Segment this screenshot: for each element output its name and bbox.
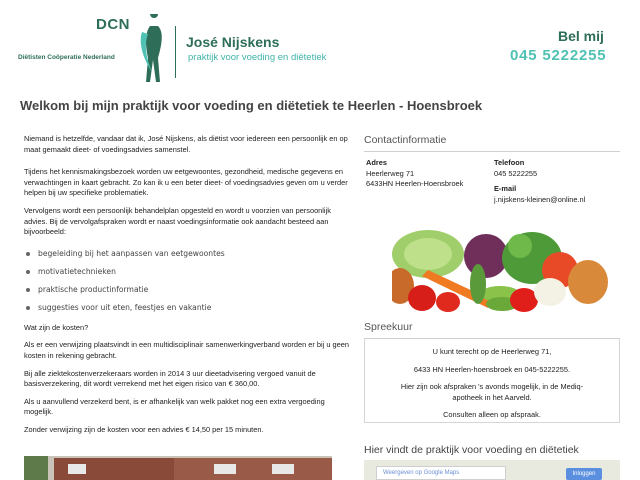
list-item: motivatietechnieken	[24, 263, 350, 281]
dcn-logo-title: DCN	[96, 16, 130, 33]
site-header	[0, 0, 640, 88]
spreekuur-line-4: apotheek in het Aarveld.	[452, 392, 532, 402]
call-number[interactable]: 045 5222255	[510, 47, 607, 64]
phone-value[interactable]: 045 5222255	[494, 168, 538, 178]
intro-paragraph-2: Tijdens het kennismakingsbezoek worden uw eetgewoontes, gezondheid, medische gegevens en verwachtingen in kaart gebracht. Zo kan ik u een beter dieet- of voedingsadvies geven om u verder helpen bij uw specifieke problematiek.	[24, 167, 348, 198]
costs-paragraph-3: Als u aanvullend verzekerd bent, is er afhankelijk van welk pakket nog een extra vergoeding mogelijk.	[24, 396, 325, 417]
spreekuur-line-5: Consulten alleen op afspraak.	[443, 410, 541, 419]
address-block	[366, 158, 463, 190]
email-label: E-mail	[494, 184, 517, 193]
spreekuur-body	[364, 339, 620, 423]
contact-info	[364, 152, 620, 226]
topics-list	[24, 245, 350, 317]
sidebar	[364, 134, 620, 226]
main-content	[24, 134, 350, 443]
map-link-card[interactable]: Weergeven op Google Maps	[376, 466, 506, 480]
header-divider	[175, 26, 176, 78]
vegetables-image	[392, 228, 608, 312]
list-item: begeleiding bij het aanpassen van eetgewoontes	[24, 245, 350, 263]
list-item: suggesties voor uit eten, feestjes en vakantie	[24, 299, 350, 317]
dcn-logo-subtitle: Diëtisten Coöperatie Nederland	[18, 54, 115, 61]
spreekuur-line-3: Hier zijn ook afspraken 's avonds mogelijk, in de Mediq-	[400, 382, 584, 391]
map-heading: Hier vindt de praktijk voor voeding en diëtetiek	[364, 444, 579, 456]
building-photo	[24, 456, 332, 480]
intro-paragraph-3: Vervolgens wordt een persoonlijk behandelplan opgesteld en wordt u voorzien van persoonlijk advies. Bij de vervolgafspraken wordt er naast voedingsinformatie ook aandacht besteed aan bijvoorbeeld:	[24, 205, 331, 237]
address-label: Adres	[366, 158, 387, 167]
phone-label: Telefoon	[494, 158, 525, 167]
spreekuur-heading: Spreekuur	[364, 321, 620, 339]
contact-heading: Contactinformatie	[364, 134, 620, 152]
google-map[interactable]	[364, 460, 620, 480]
spreekuur-line-2: 6433 HN Heerlen-hoensbroek en 045-5222255.	[413, 364, 571, 374]
figure-logo-icon	[136, 14, 172, 84]
phone-email-block	[494, 158, 585, 205]
map-login-button[interactable]: Inloggen	[566, 468, 602, 480]
call-label: Bel mij	[558, 28, 604, 44]
spreekuur-section	[364, 321, 620, 423]
list-item: praktische productinformatie	[24, 281, 350, 299]
costs-paragraph-2: Bij alle ziektekostenverzekeraars worden in 2014 3 uur dieetadvisering vergoed vanuit de basisverzekering, dit wordt verrekend met het eigen risico van € 360,00.	[24, 368, 316, 389]
page-title: Welkom bij mijn praktijk voor voeding en diëtetiek te Heerlen - Hoensbroek	[20, 98, 483, 113]
costs-paragraph-1: Als er een verwijzing plaatsvindt in een multidisciplinair samenwerkingverband worden er bij u geen kosten in rekening gebracht.	[24, 340, 349, 360]
address-line-1: Heerlerweg 71	[366, 168, 415, 178]
practitioner-tagline: praktijk voor voeding en diëtetiek	[188, 52, 327, 63]
practitioner-name: José Nijskens	[186, 34, 280, 50]
address-line-2: 6433HN Heerlen-Hoensbroek	[366, 179, 464, 188]
intro-paragraph-1: Niemand is hetzelfde, vandaar dat ik, José Nijskens, als diëtist voor iedereen een persoonlijk en op maat gemaakt dieet- of voedingsadvies samenstel.	[24, 134, 348, 154]
spreekuur-line-1: U kunt terecht op de Heerlerweg 71,	[432, 347, 552, 356]
costs-question: Wat zijn de kosten?	[24, 322, 89, 332]
costs-paragraph-4: Zonder verwijzing zijn de kosten voor een advies € 14,50 per 15 minuten.	[24, 424, 264, 434]
email-link[interactable]: j.nijskens-kleinen@online.nl	[494, 194, 586, 204]
